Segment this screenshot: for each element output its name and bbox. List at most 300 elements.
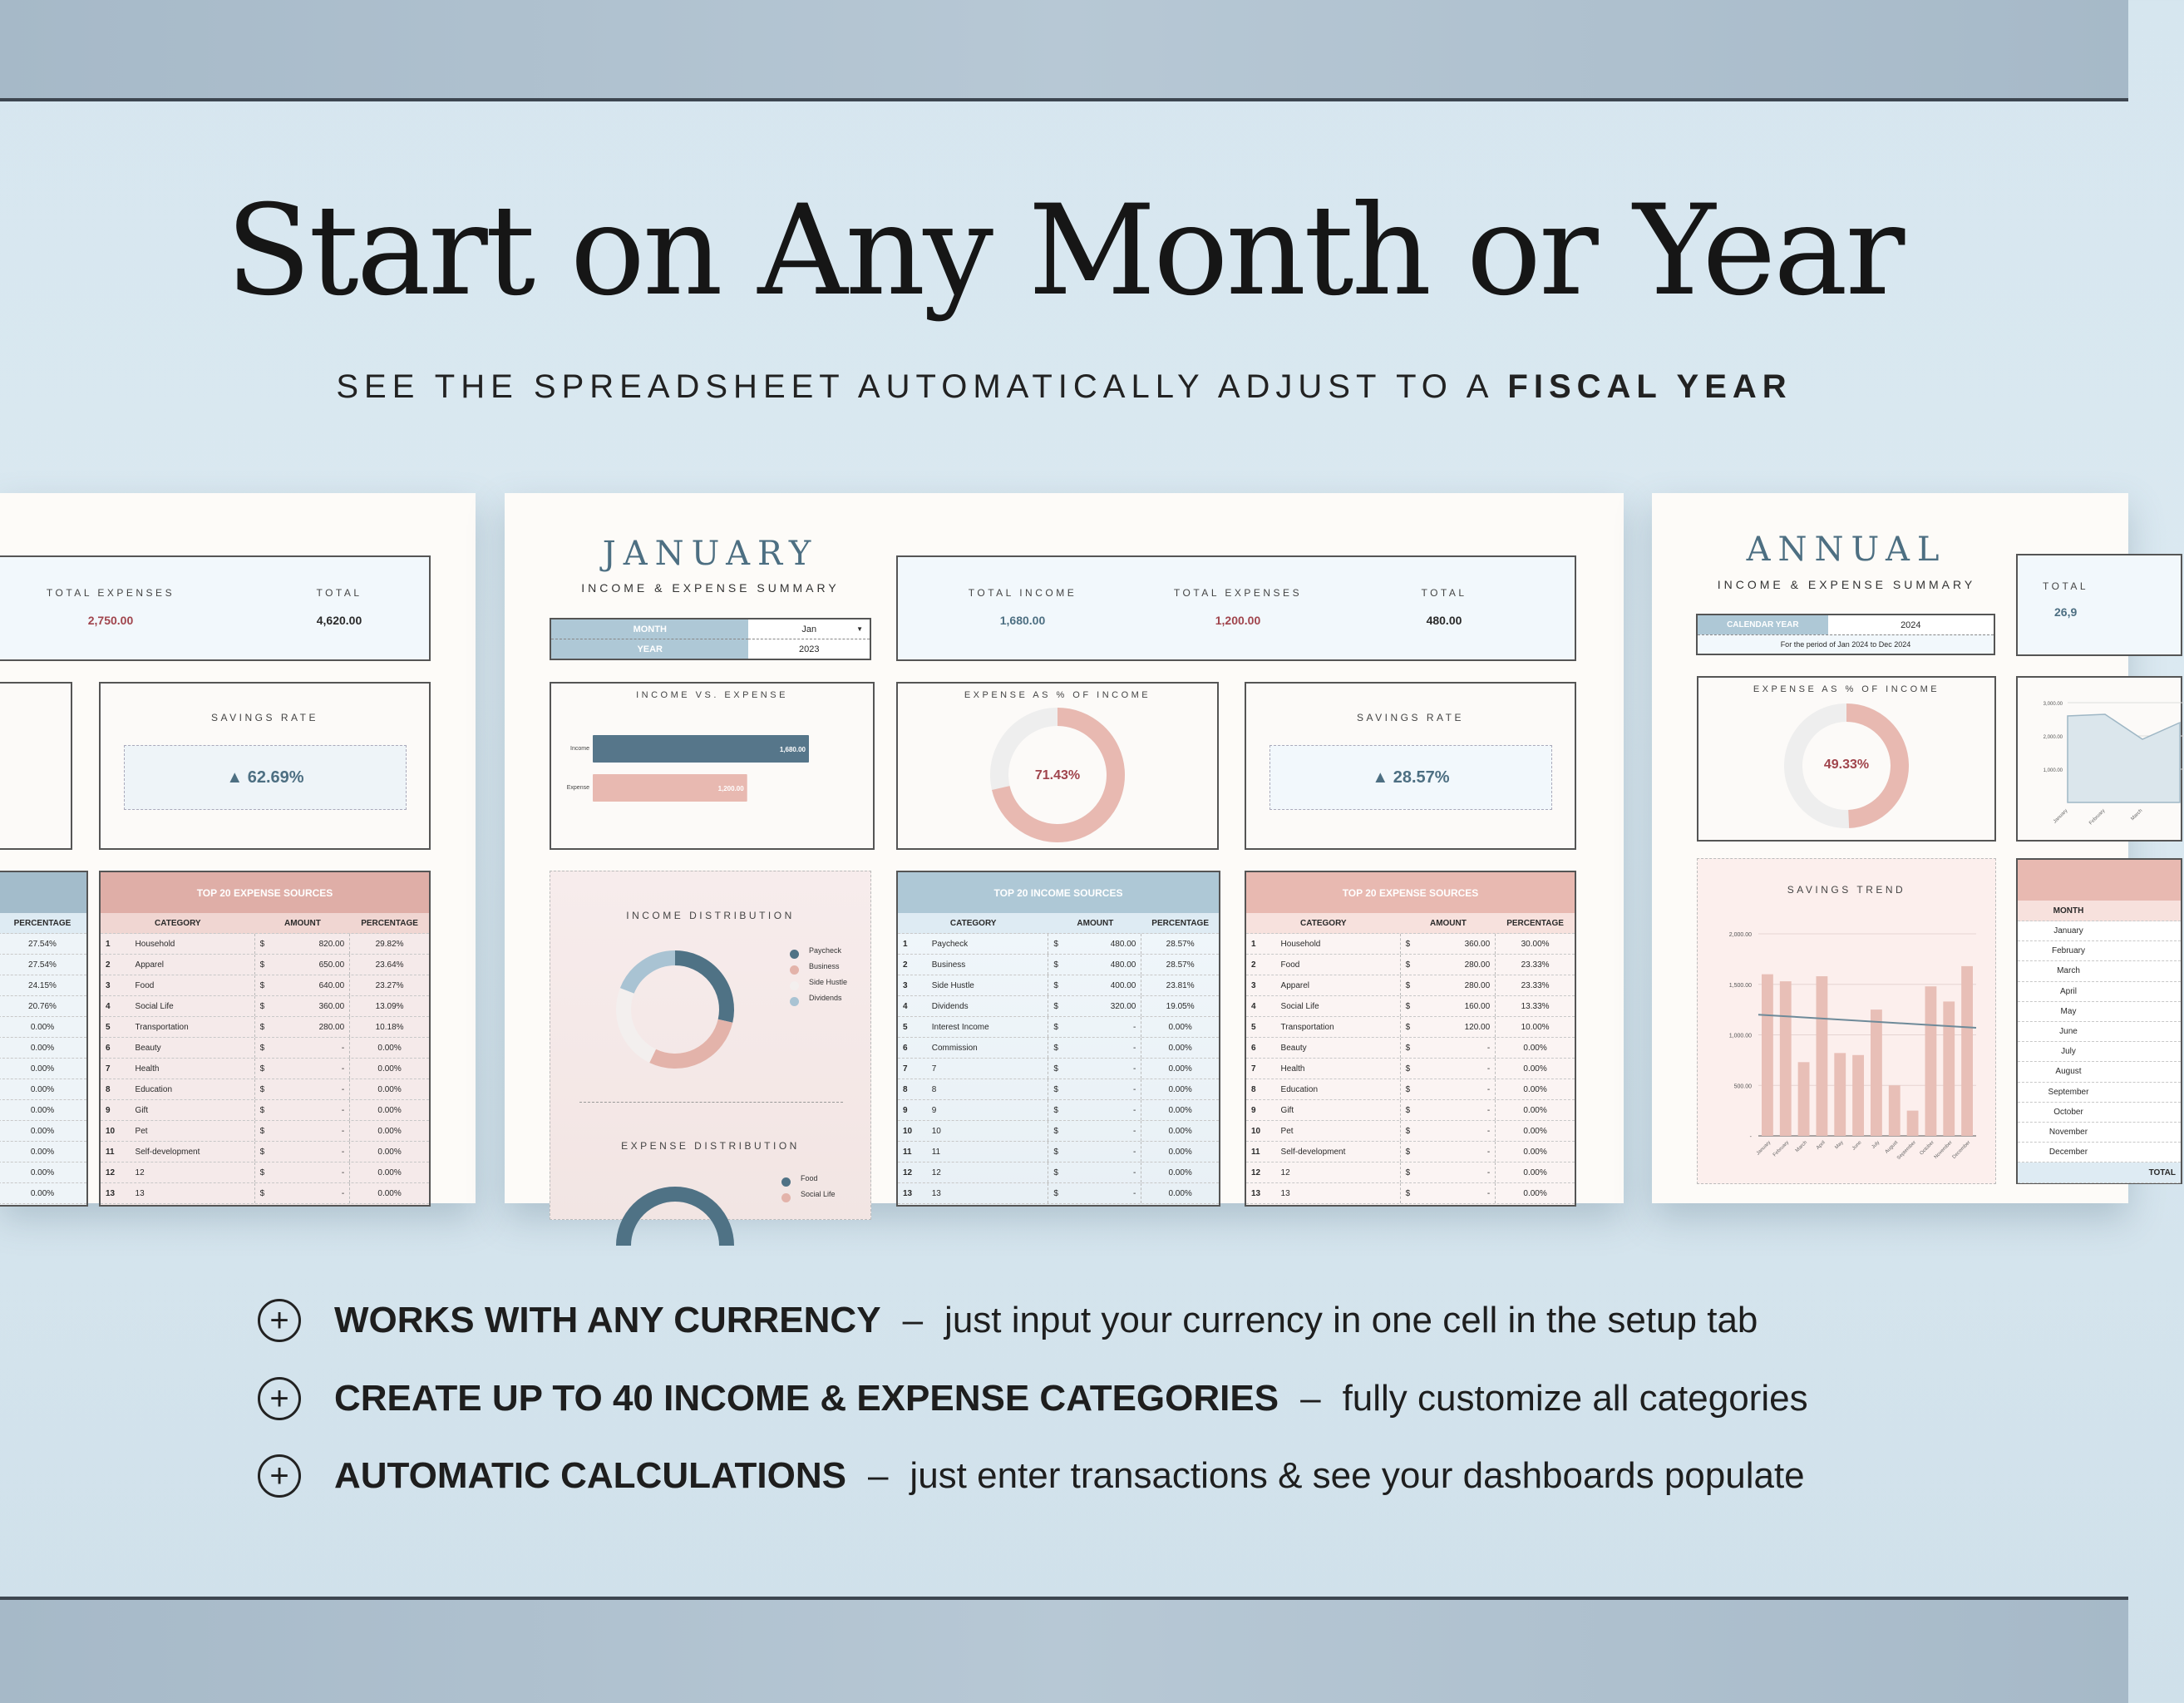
- y-tick-label: 2,000.00: [1728, 932, 1752, 938]
- table-cell: -: [281, 1100, 350, 1120]
- table-row: [898, 1079, 1219, 1100]
- table-cell: 12: [131, 1162, 255, 1182]
- month-cell: October: [2053, 1107, 2083, 1117]
- table-cell: 13: [106, 1188, 116, 1198]
- triangle-up-icon: ▲: [1372, 768, 1389, 787]
- legend-swatch: [781, 1193, 791, 1202]
- table-row: 27.54%: [0, 934, 86, 955]
- table-cell: Health: [131, 1059, 255, 1079]
- separator: –: [1300, 1378, 1321, 1419]
- table-cell: 5: [903, 1022, 908, 1032]
- table-cell: 13: [1251, 1188, 1261, 1198]
- expense-percent-box: EXPENSE AS % OF INCOME 71.43%: [896, 682, 1219, 850]
- income-distribution-donut: [550, 871, 872, 1204]
- table-row: 0.00%: [0, 1142, 86, 1162]
- table-row: [1246, 996, 1575, 1017]
- table-row: [1246, 1079, 1575, 1100]
- table-cell: $: [259, 1105, 265, 1115]
- table-title: TOP 20 EXPENSE SOURCES: [101, 872, 429, 913]
- table-cell: -: [281, 1142, 350, 1162]
- table-cell: 23.64%: [375, 960, 404, 970]
- table-cell: $: [259, 1001, 265, 1011]
- table-cell: -: [1074, 1142, 1141, 1162]
- table-cell: 820.00: [281, 934, 350, 954]
- table-cell: 0.00%: [377, 1064, 402, 1074]
- table-cell: 12: [903, 1167, 913, 1177]
- table-row: [1246, 1017, 1575, 1038]
- legend-item: [790, 962, 847, 978]
- table-row: [2018, 1143, 2181, 1162]
- table-cell: 0.00%: [1523, 1084, 1547, 1094]
- table-cell: Transportation: [1276, 1017, 1401, 1037]
- donut-segment: [675, 958, 727, 1021]
- feature-title: CREATE UP TO 40 INCOME & EXPENSE CATEGORIES: [334, 1378, 1279, 1419]
- table-cell: $: [1405, 1126, 1411, 1136]
- table-row: 0.00%: [0, 1079, 86, 1100]
- y-tick-label: 3,000.00: [2043, 702, 2063, 707]
- table-row: [101, 1059, 429, 1079]
- table-cell: 12: [106, 1167, 116, 1177]
- chart-box-partial: [0, 682, 72, 850]
- table-cell: $: [259, 980, 265, 990]
- table-row: [101, 934, 429, 955]
- table-cell: -: [1074, 1162, 1141, 1182]
- table-row: [2018, 1042, 2181, 1062]
- table-cell: Education: [131, 1079, 255, 1099]
- table-cell: 23.27%: [375, 980, 404, 990]
- table-cell: $: [1405, 1105, 1411, 1115]
- table-row: [101, 1183, 429, 1204]
- column-header: MONTH: [2053, 906, 2084, 916]
- table-cell: Gift: [131, 1100, 255, 1120]
- column-header: [2018, 901, 2181, 921]
- column-headers: [101, 913, 429, 934]
- table-cell: $: [1405, 1167, 1411, 1177]
- table-cell: 13.33%: [1521, 1001, 1550, 1011]
- table-cell: 19.05%: [1166, 1001, 1195, 1011]
- table-cell: 9: [1251, 1105, 1256, 1115]
- table-cell: 0.00%: [1168, 1043, 1192, 1053]
- table-cell: Social Life: [1276, 996, 1401, 1016]
- annual-dashboard-preview: ANNUAL INCOME & EXPENSE SUMMARY CALENDAR YEAR 2024 For the period of Jan 2024 to Dec 2024 TOTAL 26,9 EXPENSE AS % OF INCOME 49.33% 1,000.00 2,000.00 3,000.00 January February March SAVINGS TREND - 500.00 1,000.00 1,500.00 2,000.00 January February March April May June July August September October November December MONTH January February March April May June July August September October November December TOTAL: [1652, 493, 2128, 1203]
- table-cell: -: [1074, 1100, 1141, 1120]
- table-cell: Household: [1276, 934, 1401, 954]
- y-tick-label: 1,000.00: [1728, 1033, 1752, 1039]
- table-cell: 0.00%: [1523, 1188, 1547, 1198]
- expense-donut-segment: [624, 1194, 727, 1246]
- x-tick-label: March: [2130, 808, 2144, 822]
- table-cell: -: [1074, 1183, 1141, 1203]
- bar: [1798, 1062, 1810, 1136]
- donut-segment: [653, 1021, 725, 1061]
- table-cell: 360.00: [1427, 934, 1496, 954]
- expense-legend: [781, 1174, 836, 1206]
- monthly-table: [2016, 858, 2182, 1184]
- table-cell: $: [259, 1188, 265, 1198]
- feature-description: just input your currency in one cell in the setup tab: [944, 1300, 1758, 1340]
- month-cell: April: [2059, 986, 2077, 996]
- table-cell: $: [259, 1022, 265, 1032]
- table-cell: 0.00%: [1168, 1126, 1192, 1136]
- table-cell: 6: [1251, 1043, 1256, 1053]
- month-dropdown[interactable]: Jan ▼: [748, 619, 870, 639]
- calendar-year-box: CALENDAR YEAR 2024 For the period of Jan 2024 to Dec 2024: [1696, 614, 1995, 655]
- table-row: [101, 1162, 429, 1183]
- table-cell: 10: [903, 1126, 913, 1136]
- table-cell: 6: [106, 1043, 111, 1053]
- january-dashboard-preview: JANUARY INCOME & EXPENSE SUMMARY MONTH YEAR Jan ▼ 2023 TOTAL INCOME 1,680.00 TOTAL EXPENSES 1,200.00 TOTAL 480.00 INCOME VS. EXPENSE Income 1,680.00 Expense 1,200.00 EXPENSE AS % OF INCOME 71.43% SAVINGS RATE ▲ 28.57% INCOME DISTRIBUTION Paycheck Business Side Hustle Dividends EXPENSE DISTRIBUTION Food Social Life TOP 20 INCOME SOURCES CATEGORY AMOUNT PERCENTAGE 1 Paycheck $ 480.00 28.57% 2 Business $ 480.00 28.57% 3 Side Hustle $ 400.00 23.81% 4 Dividends $ 320.00 19.05% 5 Interest Income $ - 0.00% 6 Commission $ - 0.00% 7 7 $ - 0.00% 8 8 $ - 0.00% 9 9 $ - 0.00% 10 10 $ - 0.00% 11 11 $ - 0.00% 12 12 $ - 0.00% 13 13 $ - 0.00% TOP 20 EXPENSE SOURCES CATEGORY AMOUNT PERCENTAGE 1 Household $ 360.00 30.00% 2 Food $ 280.00 23.33% 3 Apparel $ 280.00 23.33% 4 Social Life $ 160.00 13.33% 5 Transportation $ 120.00 10.00% 6 Beauty $ - 0.00% 7 Health $ - 0.00% 8 Education $ - 0.00% 9 Gift $ - 0.00% 10 Pet $ - 0.00% 11 Self-development $ - 0.00% 12 12 $ - 0.00% 13 13 $ - 0.00%: [505, 493, 1624, 1203]
- table-cell: 0.00%: [377, 1043, 402, 1053]
- table-cell: Side Hustle: [927, 975, 1049, 995]
- table-row: [101, 975, 429, 996]
- column-header: PERCENTAGE: [1151, 918, 1210, 928]
- table-cell: -: [281, 1162, 350, 1182]
- area-chart: [2018, 678, 2184, 840]
- table-cell: $: [1053, 1064, 1058, 1074]
- table-cell: $: [1405, 1001, 1411, 1011]
- bar: [1852, 1055, 1864, 1136]
- savings-rate-box: SAVINGS RATE ▲ 28.57%: [1245, 682, 1576, 850]
- table-cell: 0.00%: [1523, 1043, 1547, 1053]
- table-cell: 23.33%: [1521, 960, 1550, 970]
- top-band: [0, 0, 2128, 101]
- table-row: [101, 1017, 429, 1038]
- legend-label: Paycheck: [809, 946, 842, 955]
- table-cell: $: [259, 960, 265, 970]
- table-cell: 8: [903, 1084, 908, 1094]
- table-cell: 480.00: [1074, 934, 1141, 954]
- table-cell: $: [1053, 1043, 1058, 1053]
- table-cell: Paycheck: [927, 934, 1049, 954]
- table-cell: $: [259, 1147, 265, 1157]
- table-row: [101, 996, 429, 1017]
- bar-data-label: 1,680.00: [779, 746, 806, 753]
- table-row: [101, 1079, 429, 1100]
- headline: Start on Any Month or Year: [225, 179, 1903, 323]
- divider: [579, 1102, 843, 1103]
- table-cell: 11: [106, 1147, 115, 1157]
- savings-rate-value: ▲ 62.69%: [124, 745, 407, 810]
- table-cell: 2: [106, 960, 111, 970]
- table-cell: -: [281, 1038, 350, 1058]
- bar: [1889, 1085, 1901, 1136]
- income-table: [896, 871, 1220, 1207]
- y-tick-label: 500.00: [1733, 1084, 1752, 1090]
- table-cell: Pet: [1276, 1121, 1401, 1141]
- total-row: [2018, 1162, 2181, 1183]
- table-cell: 29.82%: [375, 939, 404, 949]
- separator: –: [867, 1455, 889, 1496]
- total-cell: TOTAL: [2148, 1167, 2176, 1177]
- area: [2068, 714, 2180, 802]
- legend-swatch: [781, 1177, 791, 1187]
- table-cell: 0.00%: [1168, 1064, 1192, 1074]
- table-cell: $: [1405, 1084, 1411, 1094]
- table-row: [898, 934, 1219, 955]
- feature-item: [258, 1296, 1758, 1345]
- bar: [1871, 1009, 1882, 1136]
- subheadline: SEE THE SPREADSHEET AUTOMATICALLY ADJUST TO A FISCAL YEAR: [336, 368, 1792, 405]
- month-cell: November: [2048, 1127, 2088, 1137]
- table-row: [1246, 1183, 1575, 1204]
- table-cell: -: [1427, 1079, 1496, 1099]
- table-cell: 0.00%: [377, 1126, 402, 1136]
- table-cell: 28.57%: [1166, 960, 1195, 970]
- month-cell: January: [2053, 926, 2083, 936]
- table-cell: 4: [1251, 1001, 1256, 1011]
- table-cell: 0.00%: [1168, 1022, 1192, 1032]
- table-row: [2018, 1062, 2181, 1082]
- column-header: CATEGORY: [155, 918, 201, 928]
- month-cell: August: [2055, 1067, 2082, 1077]
- table-cell: 12: [1251, 1167, 1261, 1177]
- table-cell: 10: [106, 1126, 116, 1136]
- x-tick-label: July: [1871, 1140, 1881, 1150]
- table-cell: 1: [903, 939, 908, 949]
- table-cell: Household: [131, 934, 255, 954]
- table-cell: 13: [1276, 1183, 1401, 1203]
- bar: [1961, 966, 1973, 1136]
- table-cell: 8: [106, 1084, 111, 1094]
- dashboard-title: JANUARY: [602, 535, 819, 573]
- x-tick-label: September: [1896, 1140, 1917, 1162]
- plus-circle-icon: +: [258, 1454, 301, 1498]
- table-cell: 10: [1251, 1126, 1261, 1136]
- table-cell: 0.00%: [1168, 1147, 1192, 1157]
- table-cell: Beauty: [131, 1038, 255, 1058]
- bar-chart: [551, 684, 873, 848]
- table-cell: -: [1074, 1059, 1141, 1079]
- table-cell: 0.00%: [1168, 1188, 1192, 1198]
- table-cell: -: [281, 1059, 350, 1079]
- table-cell: 280.00: [281, 1017, 350, 1037]
- table-cell: 2: [903, 960, 908, 970]
- table-cell: 2: [1251, 960, 1256, 970]
- table-cell: -: [1074, 1038, 1141, 1058]
- table-row: [101, 1038, 429, 1059]
- table-cell: 0.00%: [377, 1147, 402, 1157]
- bar: [593, 735, 809, 763]
- table-row: [898, 1100, 1219, 1121]
- table-cell: 28.57%: [1166, 939, 1195, 949]
- x-tick-label: December: [1951, 1140, 1972, 1160]
- table-row: [1246, 1059, 1575, 1079]
- table-cell: Education: [1276, 1079, 1401, 1099]
- x-tick-label: February: [1772, 1140, 1791, 1158]
- bar: [1925, 986, 1937, 1136]
- month-cell: May: [2060, 1006, 2077, 1016]
- table-row: [898, 1059, 1219, 1079]
- table-cell: 0.00%: [1523, 1105, 1547, 1115]
- table-cell: -: [1427, 1162, 1496, 1182]
- table-cell: $: [1053, 939, 1058, 949]
- table-row: [2018, 1083, 2181, 1103]
- legend-item: [790, 994, 847, 1009]
- legend-item: [781, 1190, 836, 1206]
- table-cell: $: [1405, 1043, 1411, 1053]
- table-cell: Commission: [927, 1038, 1049, 1058]
- table-cell: 5: [1251, 1022, 1256, 1032]
- table-row: 0.00%: [0, 1017, 86, 1038]
- income-vs-expense-chart: INCOME VS. EXPENSE Income 1,680.00 Expense 1,200.00: [550, 682, 875, 850]
- column-header: PERCENTAGE: [361, 918, 418, 928]
- table-cell: $: [259, 1084, 265, 1094]
- table-cell: 640.00: [281, 975, 350, 995]
- bar-category-label: Income: [570, 746, 589, 752]
- table-cell: 480.00: [1074, 955, 1141, 975]
- year-input[interactable]: 2023: [798, 644, 820, 654]
- table-cell: 0.00%: [1523, 1147, 1547, 1157]
- table-cell: 11: [927, 1142, 1049, 1162]
- distribution-panel: INCOME DISTRIBUTION Paycheck Business Side Hustle Dividends EXPENSE DISTRIBUTION Food Social Life: [550, 871, 871, 1220]
- table-cell: $: [1405, 980, 1411, 990]
- table-cell: 0.00%: [1168, 1084, 1192, 1094]
- x-tick-label: May: [1834, 1140, 1845, 1151]
- donut-segment: [627, 958, 675, 990]
- table-cell: Social Life: [131, 996, 255, 1016]
- plus-circle-icon: +: [258, 1377, 301, 1420]
- table-cell: 280.00: [1427, 975, 1496, 995]
- table-cell: 9: [903, 1105, 908, 1115]
- table-row: 0.00%: [0, 1183, 86, 1204]
- legend-label: Business: [809, 962, 840, 970]
- table-row: [2018, 1002, 2181, 1022]
- table-cell: Dividends: [927, 996, 1049, 1016]
- table-cell: 160.00: [1427, 996, 1496, 1016]
- table-cell: -: [1074, 1079, 1141, 1099]
- month-cell: September: [2048, 1087, 2089, 1097]
- column-header: AMOUNT: [283, 918, 321, 928]
- table-cell: 8: [927, 1079, 1049, 1099]
- table-cell: 280.00: [1427, 955, 1496, 975]
- legend-label: Dividends: [809, 994, 842, 1002]
- legend-swatch: [790, 950, 799, 959]
- legend-label: Side Hustle: [809, 978, 848, 986]
- x-tick-label: August: [1884, 1140, 1900, 1155]
- table-row: [2018, 1022, 2181, 1042]
- table-cell: 3: [106, 980, 111, 990]
- table-cell: 0.00%: [1523, 1126, 1547, 1136]
- table-cell: -: [1074, 1017, 1141, 1037]
- table-cell: 0.00%: [377, 1188, 402, 1198]
- table-cell: 320.00: [1074, 996, 1141, 1016]
- savings-trend-chart: SAVINGS TREND - 500.00 1,000.00 1,500.00 2,000.00 January February March April May June July August September October November December: [1697, 858, 1996, 1184]
- month-year-selector: MONTH YEAR Jan ▼ 2023: [550, 618, 871, 660]
- table-cell: Self-development: [131, 1142, 255, 1162]
- table-cell: 6: [903, 1043, 908, 1053]
- table-cell: 13: [927, 1183, 1049, 1203]
- feature-title: WORKS WITH ANY CURRENCY: [334, 1300, 881, 1340]
- table-row: [898, 1142, 1219, 1162]
- table-cell: Gift: [1276, 1100, 1401, 1120]
- month-cell: June: [2059, 1027, 2078, 1037]
- month-cell: December: [2048, 1148, 2088, 1158]
- table-cell: 3: [1251, 980, 1256, 990]
- table-row: [101, 1100, 429, 1121]
- legend-swatch: [790, 965, 799, 975]
- table-cell: Self-development: [1276, 1142, 1401, 1162]
- table-cell: 23.33%: [1521, 980, 1550, 990]
- table-cell: $: [1405, 1188, 1411, 1198]
- table-cell: $: [1053, 1022, 1058, 1032]
- bar: [1943, 1001, 1955, 1136]
- totals-box: TOTAL INCOME 1,680.00 TOTAL EXPENSES 1,200.00 TOTAL 480.00: [896, 555, 1576, 661]
- table-row: [898, 955, 1219, 975]
- table-cell: 23.81%: [1166, 980, 1195, 990]
- table-row: [898, 1038, 1219, 1059]
- column-header: CATEGORY: [1300, 918, 1347, 928]
- table-cell: $: [259, 1043, 265, 1053]
- plus-circle-icon: +: [258, 1299, 301, 1342]
- table-cell: $: [1405, 1022, 1411, 1032]
- table-row: [1246, 975, 1575, 996]
- y-tick-label: 1,500.00: [1728, 982, 1752, 989]
- table-row: [1246, 1100, 1575, 1121]
- table-row: [898, 996, 1219, 1017]
- table-row: [101, 955, 429, 975]
- table-cell: $: [1405, 960, 1411, 970]
- table-cell: $: [1405, 1147, 1411, 1157]
- table-cell: 11: [903, 1147, 912, 1157]
- column-headers: [898, 913, 1219, 934]
- dropdown-arrow-icon: ▼: [856, 625, 863, 633]
- table-cell: 5: [106, 1022, 111, 1032]
- table-cell: 7: [106, 1064, 111, 1074]
- table-row: [101, 1142, 429, 1162]
- table-cell: $: [1053, 960, 1058, 970]
- table-cell: -: [1427, 1059, 1496, 1079]
- bar: [1780, 981, 1792, 1136]
- table-cell: -: [1427, 1038, 1496, 1058]
- month-cell: February: [2051, 946, 2085, 956]
- triangle-up-icon: ▲: [226, 768, 244, 787]
- table-cell: 13: [903, 1188, 913, 1198]
- table-row: [101, 1121, 429, 1142]
- table-cell: 360.00: [281, 996, 350, 1016]
- table-row: [2018, 982, 2181, 1002]
- feature-description: just enter transactions & see your dashboards populate: [910, 1455, 1805, 1496]
- calendar-year-input[interactable]: 2024: [1828, 615, 1994, 634]
- table-cell: 12: [927, 1162, 1049, 1182]
- table-cell: 1: [106, 939, 111, 949]
- table-cell: 10: [927, 1121, 1049, 1141]
- table-cell: $: [1053, 1001, 1058, 1011]
- bottom-band: [0, 1597, 2128, 1703]
- table-row: [1246, 1162, 1575, 1183]
- savings-rate-value: ▲ 28.57%: [1269, 745, 1552, 810]
- y-tick-label: -: [1749, 1134, 1752, 1140]
- table-cell: -: [281, 1183, 350, 1203]
- table-cell: 0.00%: [377, 1084, 402, 1094]
- table-row: 0.00%: [0, 1121, 86, 1142]
- table-cell: Health: [1276, 1059, 1401, 1079]
- table-cell: $: [259, 1126, 265, 1136]
- table-cell: 0.00%: [377, 1105, 402, 1115]
- table-cell: Pet: [131, 1121, 255, 1141]
- table-cell: 10.18%: [375, 1022, 404, 1032]
- x-tick-label: March: [1794, 1140, 1808, 1154]
- table-cell: $: [1405, 1064, 1411, 1074]
- column-header: AMOUNT: [1429, 918, 1467, 928]
- income-legend: [790, 946, 847, 1009]
- table-row: [2018, 961, 2181, 981]
- table-row: [1246, 1142, 1575, 1162]
- table-cell: 10.00%: [1521, 1022, 1550, 1032]
- legend-label: Food: [801, 1174, 818, 1182]
- table-cell: Beauty: [1276, 1038, 1401, 1058]
- table-cell: 0.00%: [377, 1167, 402, 1177]
- x-tick-label: February: [2088, 808, 2107, 827]
